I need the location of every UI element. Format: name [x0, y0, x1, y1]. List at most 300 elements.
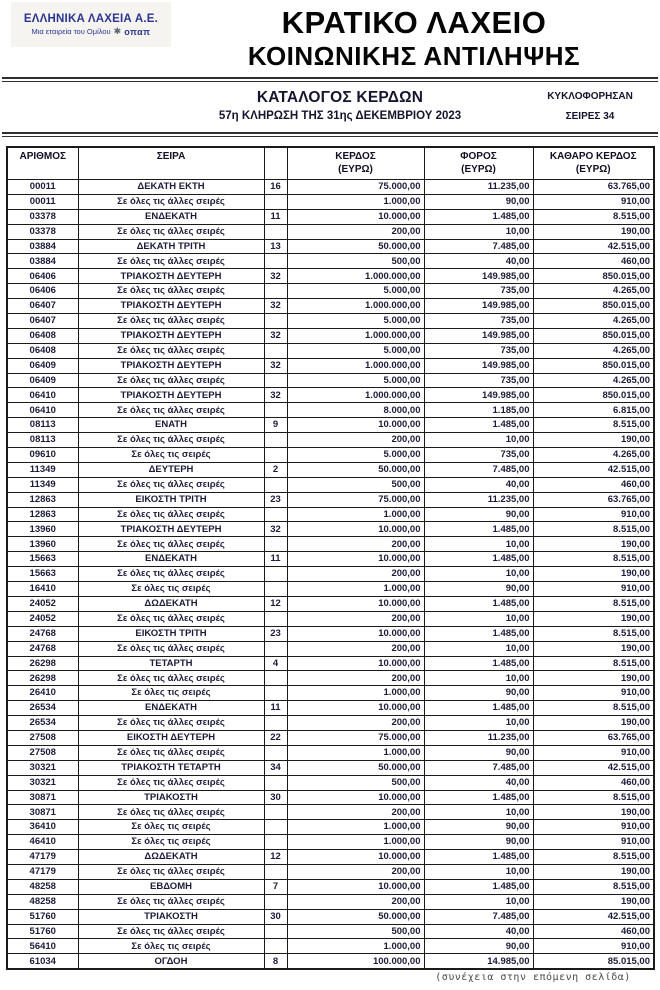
table-row — [7, 343, 654, 358]
series-no-cell — [264, 805, 287, 820]
header-row — [7, 147, 654, 180]
series-name-cell: Σε όλες τις άλλες σειρές — [78, 477, 264, 492]
tax-cell: 7.485,00 — [424, 239, 533, 254]
ticket-number-cell: 51760 — [7, 909, 78, 924]
tax-cell: 1.485,00 — [424, 850, 533, 865]
tax-cell: 40,00 — [424, 254, 533, 269]
series-name-cell: Σε όλες τις άλλες σειρές — [78, 864, 264, 879]
prize-cell: 1.000,00 — [287, 686, 424, 701]
series-name-cell: ΤΡΙΑΚΟΣΤΗ ΔΕΥΤΕΡΗ — [78, 522, 264, 537]
prize-cell: 75.000,00 — [287, 492, 424, 507]
net-prize-cell: 910,00 — [533, 507, 654, 522]
series-no-cell — [264, 477, 287, 492]
net-prize-cell: 460,00 — [533, 775, 654, 790]
prize-cell: 1.000.000,00 — [287, 358, 424, 373]
prize-cell: 500,00 — [287, 477, 424, 492]
table-row — [7, 507, 654, 522]
table-row — [7, 582, 654, 597]
table-row — [7, 448, 654, 463]
series-name-cell: Σε όλες τις άλλες σειρές — [78, 716, 264, 731]
series-name-cell: ΤΡΙΑΚΟΣΤΗ ΔΕΥΤΕΡΗ — [78, 269, 264, 284]
prize-cell: 1.000,00 — [287, 507, 424, 522]
tax-cell: 149.985,00 — [424, 358, 533, 373]
series-no-cell: 11 — [264, 701, 287, 716]
series-no-cell — [264, 894, 287, 909]
series-no-cell — [264, 537, 287, 552]
logo-tagline-row — [31, 27, 150, 37]
ticket-number-cell: 26534 — [7, 701, 78, 716]
series-no-cell — [264, 582, 287, 597]
prize-cell: 10.000,00 — [287, 522, 424, 537]
header-tax-label: ΦΟΡΟΣ — [460, 151, 497, 162]
series-no-cell: 13 — [264, 239, 287, 254]
net-prize-cell: 8.515,00 — [533, 656, 654, 671]
net-prize-cell: 460,00 — [533, 477, 654, 492]
net-prize-cell: 910,00 — [533, 194, 654, 209]
series-name-cell: ΔΩΔΕΚΑΤΗ — [78, 850, 264, 865]
prize-table — [6, 146, 655, 970]
table-row — [7, 269, 654, 284]
series-name-cell: ΤΡΙΑΚΟΣΤΗ — [78, 790, 264, 805]
ticket-number-cell: 15663 — [7, 552, 78, 567]
series-no-cell — [264, 775, 287, 790]
net-prize-cell: 4.265,00 — [533, 373, 654, 388]
ticket-number-cell: 47179 — [7, 850, 78, 865]
prize-cell: 500,00 — [287, 924, 424, 939]
net-prize-cell: 8.515,00 — [533, 418, 654, 433]
tax-cell: 10,00 — [424, 671, 533, 686]
net-prize-cell: 6.815,00 — [533, 403, 654, 418]
prize-cell: 100.000,00 — [287, 954, 424, 969]
ticket-number-cell: 12863 — [7, 492, 78, 507]
series-name-cell: ΤΡΙΑΚΟΣΤΗ — [78, 909, 264, 924]
tax-cell: 735,00 — [424, 284, 533, 299]
tax-cell: 7.485,00 — [424, 760, 533, 775]
series-name-cell: ΔΕΚΑΤΗ ΤΡΙΤΗ — [78, 239, 264, 254]
net-prize-cell: 4.265,00 — [533, 343, 654, 358]
series-no-cell: 22 — [264, 730, 287, 745]
net-prize-cell: 460,00 — [533, 254, 654, 269]
tax-cell: 1.485,00 — [424, 701, 533, 716]
tax-cell: 10,00 — [424, 611, 533, 626]
series-name-cell: Σε όλες τις σειρές — [78, 582, 264, 597]
prize-cell: 200,00 — [287, 433, 424, 448]
tax-cell: 10,00 — [424, 716, 533, 731]
tax-cell: 11.235,00 — [424, 730, 533, 745]
header-series: ΣΕΙΡΑ — [78, 147, 264, 180]
series-name-cell: Σε όλες τις άλλες σειρές — [78, 805, 264, 820]
net-prize-cell: 4.265,00 — [533, 314, 654, 329]
net-prize-cell: 850.015,00 — [533, 328, 654, 343]
table-row — [7, 790, 654, 805]
ticket-number-cell: 56410 — [7, 939, 78, 954]
ticket-number-cell: 06409 — [7, 373, 78, 388]
net-prize-cell: 8.515,00 — [533, 522, 654, 537]
series-name-cell: Σε όλες τις άλλες σειρές — [78, 894, 264, 909]
prize-cell: 10.000,00 — [287, 701, 424, 716]
net-prize-cell: 8.515,00 — [533, 790, 654, 805]
prize-cell: 1.000,00 — [287, 835, 424, 850]
net-prize-cell: 190,00 — [533, 864, 654, 879]
company-name: ΕΛΛΗΝΙΚΑ ΛΑΧΕΙΑ Α.Ε. — [23, 12, 159, 25]
tax-cell: 149.985,00 — [424, 269, 533, 284]
prize-cell: 200,00 — [287, 805, 424, 820]
prize-cell: 5.000,00 — [287, 448, 424, 463]
ticket-number-cell: 26534 — [7, 716, 78, 731]
tax-cell: 1.485,00 — [424, 552, 533, 567]
net-prize-cell: 63.765,00 — [533, 730, 654, 745]
series-no-cell: 32 — [264, 299, 287, 314]
series-no-cell: 7 — [264, 879, 287, 894]
tax-cell: 1.485,00 — [424, 879, 533, 894]
prize-cell: 1.000.000,00 — [287, 328, 424, 343]
table-row — [7, 492, 654, 507]
table-row — [7, 954, 654, 969]
tax-cell: 149.985,00 — [424, 388, 533, 403]
net-prize-cell: 42.515,00 — [533, 909, 654, 924]
series-name-cell: Σε όλες τις άλλες σειρές — [78, 507, 264, 522]
series-name-cell: Σε όλες τις σειρές — [78, 835, 264, 850]
series-no-cell: 11 — [264, 209, 287, 224]
net-prize-cell: 4.265,00 — [533, 448, 654, 463]
net-prize-cell: 42.515,00 — [533, 239, 654, 254]
ticket-number-cell: 15663 — [7, 567, 78, 582]
net-prize-cell: 850.015,00 — [533, 269, 654, 284]
ticket-number-cell: 27508 — [7, 730, 78, 745]
series-name-cell: Σε όλες τις σειρές — [78, 939, 264, 954]
tax-cell: 149.985,00 — [424, 328, 533, 343]
table-row — [7, 641, 654, 656]
series-name-cell: Σε όλες τις άλλες σειρές — [78, 641, 264, 656]
tax-cell: 40,00 — [424, 775, 533, 790]
opap-star-icon: ✱ — [113, 26, 122, 36]
page-title — [170, 4, 658, 71]
series-name-cell: ΤΡΙΑΚΟΣΤΗ ΔΕΥΤΕΡΗ — [78, 358, 264, 373]
table-row — [7, 194, 654, 209]
table-row — [7, 299, 654, 314]
table-row — [7, 388, 654, 403]
series-name-cell: Σε όλες τις άλλες σειρές — [78, 194, 264, 209]
series-no-cell — [264, 686, 287, 701]
table-row — [7, 239, 654, 254]
net-prize-cell: 850.015,00 — [533, 358, 654, 373]
series-name-cell: Σε όλες τις άλλες σειρές — [78, 373, 264, 388]
table-row — [7, 537, 654, 552]
header-tax-unit: (ΕΥΡΩ) — [461, 164, 496, 175]
prize-table-header — [7, 147, 654, 180]
series-name-cell: ΕΒΔΟΜΗ — [78, 879, 264, 894]
tax-cell: 10,00 — [424, 864, 533, 879]
tax-cell: 10,00 — [424, 537, 533, 552]
net-prize-cell: 910,00 — [533, 820, 654, 835]
table-row — [7, 552, 654, 567]
net-prize-cell: 8.515,00 — [533, 626, 654, 641]
ticket-number-cell: 30321 — [7, 775, 78, 790]
series-no-cell — [264, 194, 287, 209]
series-no-cell — [264, 611, 287, 626]
ticket-number-cell: 24052 — [7, 596, 78, 611]
ticket-number-cell: 47179 — [7, 864, 78, 879]
series-no-cell — [264, 224, 287, 239]
series-no-cell: 9 — [264, 418, 287, 433]
series-no-cell: 23 — [264, 492, 287, 507]
series-no-cell: 32 — [264, 388, 287, 403]
ticket-number-cell: 51760 — [7, 924, 78, 939]
prize-cell: 1.000.000,00 — [287, 299, 424, 314]
prize-cell: 10.000,00 — [287, 209, 424, 224]
prize-table-body — [7, 180, 654, 970]
net-prize-cell: 190,00 — [533, 567, 654, 582]
series-no-cell: 32 — [264, 358, 287, 373]
tax-cell: 10,00 — [424, 433, 533, 448]
ticket-number-cell: 16410 — [7, 582, 78, 597]
tax-cell: 10,00 — [424, 567, 533, 582]
draw-info: 57η ΚΛΗΡΩΣΗ ΤΗΣ 31ης ΔΕΚΕΜΒΡΙΟΥ 2023 — [218, 110, 462, 122]
prize-cell: 10.000,00 — [287, 879, 424, 894]
prize-cell: 50.000,00 — [287, 239, 424, 254]
net-prize-cell: 8.515,00 — [533, 701, 654, 716]
series-no-cell — [264, 716, 287, 731]
table-row — [7, 462, 654, 477]
net-prize-cell: 4.265,00 — [533, 284, 654, 299]
tax-cell: 7.485,00 — [424, 909, 533, 924]
tax-cell: 7.485,00 — [424, 462, 533, 477]
ticket-number-cell: 08113 — [7, 433, 78, 448]
tax-cell: 1.485,00 — [424, 209, 533, 224]
ticket-number-cell: 06407 — [7, 299, 78, 314]
series-name-cell: Σε όλες τις άλλες σειρές — [78, 284, 264, 299]
table-row — [7, 805, 654, 820]
tax-cell: 10,00 — [424, 641, 533, 656]
prize-cell: 1.000,00 — [287, 820, 424, 835]
series-name-cell: Σε όλες τις άλλες σειρές — [78, 224, 264, 239]
table-row — [7, 328, 654, 343]
ticket-number-cell: 30871 — [7, 805, 78, 820]
table-row — [7, 224, 654, 239]
company-logo — [11, 2, 171, 47]
series-name-cell: Σε όλες τις άλλες σειρές — [78, 611, 264, 626]
prize-cell: 10.000,00 — [287, 790, 424, 805]
net-prize-cell: 190,00 — [533, 641, 654, 656]
net-prize-cell: 42.515,00 — [533, 462, 654, 477]
series-no-cell: 30 — [264, 909, 287, 924]
ticket-number-cell: 08113 — [7, 418, 78, 433]
prize-cell: 1.000,00 — [287, 745, 424, 760]
series-no-cell: 8 — [264, 954, 287, 969]
ticket-number-cell: 06406 — [7, 284, 78, 299]
ticket-number-cell: 26298 — [7, 656, 78, 671]
continuation-note: (συνέχεια στην επόμενη σελίδα) — [435, 972, 631, 983]
ticket-number-cell: 11349 — [7, 477, 78, 492]
series-no-cell — [264, 448, 287, 463]
table-row — [7, 686, 654, 701]
net-prize-cell: 190,00 — [533, 433, 654, 448]
ticket-number-cell: 03378 — [7, 209, 78, 224]
series-no-cell: 2 — [264, 462, 287, 477]
tax-cell: 1.485,00 — [424, 596, 533, 611]
table-row — [7, 433, 654, 448]
series-no-cell: 34 — [264, 760, 287, 775]
table-row — [7, 626, 654, 641]
header-series-no — [264, 147, 287, 180]
net-prize-cell: 8.515,00 — [533, 850, 654, 865]
tax-cell: 11.235,00 — [424, 180, 533, 195]
table-row — [7, 775, 654, 790]
series-no-cell: 32 — [264, 522, 287, 537]
ticket-number-cell: 06407 — [7, 314, 78, 329]
table-row — [7, 909, 654, 924]
series-no-cell: 23 — [264, 626, 287, 641]
tax-cell: 1.485,00 — [424, 626, 533, 641]
series-no-cell — [264, 835, 287, 850]
prize-cell: 8.000,00 — [287, 403, 424, 418]
series-no-cell — [264, 254, 287, 269]
series-name-cell: Σε όλες τις άλλες σειρές — [78, 254, 264, 269]
ticket-number-cell: 06410 — [7, 403, 78, 418]
ticket-number-cell: 24768 — [7, 641, 78, 656]
series-name-cell: ΟΓΔΟΗ — [78, 954, 264, 969]
net-prize-cell: 85.015,00 — [533, 954, 654, 969]
prize-cell: 500,00 — [287, 775, 424, 790]
table-row — [7, 745, 654, 760]
series-name-cell: ΕΙΚΟΣΤΗ ΔΕΥΤΕΡΗ — [78, 730, 264, 745]
series-no-cell — [264, 403, 287, 418]
tax-cell: 1.185,00 — [424, 403, 533, 418]
series-name-cell: ΕΝΔΕΚΑΤΗ — [78, 209, 264, 224]
series-no-cell: 12 — [264, 596, 287, 611]
tax-cell: 90,00 — [424, 745, 533, 760]
series-name-cell: ΕΝΔΕΚΑΤΗ — [78, 552, 264, 567]
header-prize-unit: (ΕΥΡΩ) — [338, 164, 373, 175]
net-prize-cell: 850.015,00 — [533, 388, 654, 403]
ticket-number-cell: 09610 — [7, 448, 78, 463]
series-name-cell: ΤΡΙΑΚΟΣΤΗ ΔΕΥΤΕΡΗ — [78, 328, 264, 343]
ticket-number-cell: 46410 — [7, 835, 78, 850]
table-row — [7, 864, 654, 879]
table-row — [7, 373, 654, 388]
header-prize — [287, 147, 424, 180]
net-prize-cell: 63.765,00 — [533, 492, 654, 507]
table-row — [7, 611, 654, 626]
series-name-cell: ΕΝΑΤΗ — [78, 418, 264, 433]
page-title-line2: ΚΟΙΝΩΝΙΚΗΣ ΑΝΤΙΛΗΨΗΣ — [247, 41, 581, 71]
net-prize-cell: 910,00 — [533, 939, 654, 954]
ticket-number-cell: 27508 — [7, 745, 78, 760]
prize-cell: 5.000,00 — [287, 314, 424, 329]
tax-cell: 10,00 — [424, 894, 533, 909]
prize-cell: 1.000,00 — [287, 582, 424, 597]
series-no-cell: 30 — [264, 790, 287, 805]
prize-cell: 1.000.000,00 — [287, 388, 424, 403]
series-name-cell: Σε όλες τις άλλες σειρές — [78, 537, 264, 552]
tax-cell: 40,00 — [424, 924, 533, 939]
net-prize-cell: 190,00 — [533, 671, 654, 686]
tax-cell: 1.485,00 — [424, 656, 533, 671]
prize-cell: 200,00 — [287, 864, 424, 879]
ticket-number-cell: 30871 — [7, 790, 78, 805]
header-number: ΑΡΙΘΜΟΣ — [7, 147, 78, 180]
ticket-number-cell: 24052 — [7, 611, 78, 626]
series-name-cell: ΤΡΙΑΚΟΣΤΗ ΤΕΤΑΡΤΗ — [78, 760, 264, 775]
tax-cell: 90,00 — [424, 194, 533, 209]
prize-cell: 1.000,00 — [287, 939, 424, 954]
opap-logo-text: οπαπ — [124, 26, 151, 37]
table-row — [7, 656, 654, 671]
header-net-unit: (ΕΥΡΩ) — [575, 164, 611, 175]
ticket-number-cell: 06409 — [7, 358, 78, 373]
series-no-cell — [264, 343, 287, 358]
series-no-cell — [264, 507, 287, 522]
series-name-cell: Σε όλες τις άλλες σειρές — [78, 403, 264, 418]
tax-cell: 90,00 — [424, 686, 533, 701]
ticket-number-cell: 06408 — [7, 343, 78, 358]
tax-cell: 90,00 — [424, 835, 533, 850]
net-prize-cell: 460,00 — [533, 924, 654, 939]
prize-cell: 200,00 — [287, 641, 424, 656]
ticket-number-cell: 48258 — [7, 894, 78, 909]
circulated-series-count: ΣΕΙΡΕΣ 34 — [565, 111, 615, 122]
prize-cell: 500,00 — [287, 254, 424, 269]
table-row — [7, 924, 654, 939]
table-row — [7, 894, 654, 909]
table-row — [7, 701, 654, 716]
series-name-cell: ΕΙΚΟΣΤΗ ΤΡΙΤΗ — [78, 626, 264, 641]
table-row — [7, 358, 654, 373]
prize-cell: 10.000,00 — [287, 626, 424, 641]
table-row — [7, 418, 654, 433]
series-name-cell: ΕΙΚΟΣΤΗ ΤΡΙΤΗ — [78, 492, 264, 507]
series-name-cell: Σε όλες τις άλλες σειρές — [78, 343, 264, 358]
series-no-cell: 12 — [264, 850, 287, 865]
ticket-number-cell: 11349 — [7, 462, 78, 477]
net-prize-cell: 910,00 — [533, 582, 654, 597]
table-row — [7, 209, 654, 224]
prize-cell: 50.000,00 — [287, 462, 424, 477]
net-prize-cell: 850.015,00 — [533, 299, 654, 314]
tax-cell: 10,00 — [424, 224, 533, 239]
ticket-number-cell: 61034 — [7, 954, 78, 969]
series-no-cell — [264, 373, 287, 388]
table-row — [7, 596, 654, 611]
ticket-number-cell: 26298 — [7, 671, 78, 686]
series-name-cell: Σε όλες τις άλλες σειρές — [78, 433, 264, 448]
table-row — [7, 879, 654, 894]
table-row — [7, 522, 654, 537]
series-name-cell: Σε όλες τις άλλες σειρές — [78, 775, 264, 790]
net-prize-cell: 910,00 — [533, 745, 654, 760]
table-row — [7, 477, 654, 492]
ticket-number-cell: 24768 — [7, 626, 78, 641]
tax-cell: 1.485,00 — [424, 522, 533, 537]
net-prize-cell: 190,00 — [533, 224, 654, 239]
net-prize-cell: 42.515,00 — [533, 760, 654, 775]
series-name-cell: ΤΡΙΑΚΟΣΤΗ ΔΕΥΤΕΡΗ — [78, 388, 264, 403]
series-name-cell: Σε όλες τις σειρές — [78, 448, 264, 463]
table-row — [7, 760, 654, 775]
net-prize-cell: 910,00 — [533, 686, 654, 701]
prize-cell: 200,00 — [287, 224, 424, 239]
net-prize-cell: 8.515,00 — [533, 552, 654, 567]
table-row — [7, 850, 654, 865]
table-row — [7, 284, 654, 299]
prize-cell: 200,00 — [287, 716, 424, 731]
tax-cell: 14.985,00 — [424, 954, 533, 969]
series-no-cell — [264, 820, 287, 835]
series-no-cell — [264, 745, 287, 760]
net-prize-cell: 63.765,00 — [533, 180, 654, 195]
tax-cell: 90,00 — [424, 820, 533, 835]
ticket-number-cell: 26410 — [7, 686, 78, 701]
